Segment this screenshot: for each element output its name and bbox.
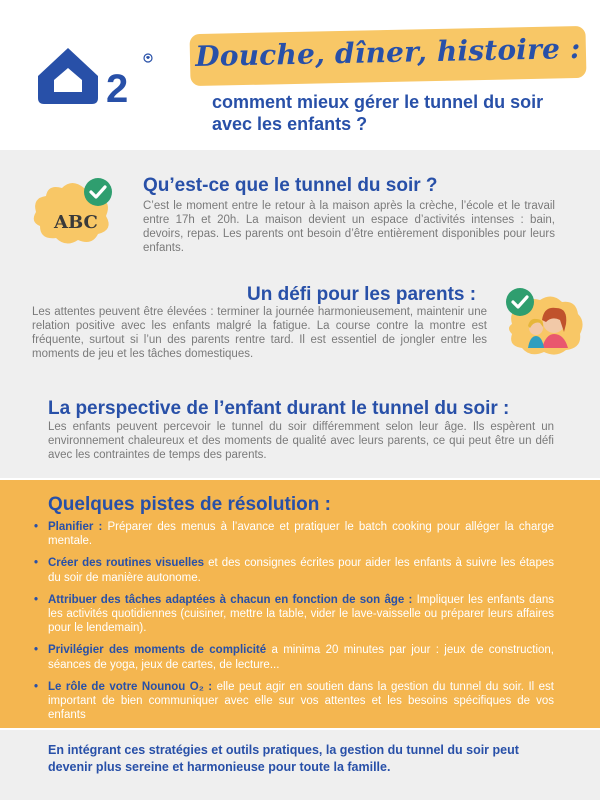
page-subtitle: comment mieux gérer le tunnel du soir avec les enfants ? — [212, 92, 544, 134]
section-text-defi: Les attentes peuvent être élevées : terminer la journée harmonieusement, maintenir une relation positive avec les enfants malgré la fatigue. La course contre la montre est fréquente, surtout si l’un des parents rentre tard. Il est essentiel de jongler entre les moments de jeu et les tâches domestiques. — [32, 306, 487, 360]
solutions-heading: Quelques pistes de résolution : — [48, 494, 331, 515]
abc-label: ABC — [54, 212, 98, 233]
title-banner — [189, 26, 586, 86]
list-item: • Planifier : Préparer des menus à l’avance et pratiquer le batch cooking pour alléger la charge mentale. — [34, 520, 554, 548]
svg-text:2: 2 — [106, 67, 129, 106]
section-heading-defi: Un défi pour les parents : — [247, 284, 477, 305]
section-text-tunnel: C’est le moment entre le retour à la maison après la crèche, l’école et le travail entre 17h et 20h. La maison devient un espace d’activités intenses : bain, devoirs, repas. Les parents ont besoin d’être entièrement disponibles pour leurs enfants. — [143, 200, 555, 254]
solutions-list — [34, 520, 554, 730]
conclusion-text: En intégrant ces stratégies et outils pratiques, la gestion du tunnel du soir peut devenir plus sereine et harmonieuse pour toute la famille. — [48, 743, 519, 774]
section-heading-tunnel: Qu’est-ce que le tunnel du soir ? — [143, 175, 438, 196]
list-item: • Le rôle de votre Nounou O₂ : elle peut agir en soutien dans la gestion du tunnel du soir. Il est important de bien communiquer avec elle sur vos attentes et les besoins spécifiques de vos enfants — [34, 680, 554, 723]
header — [0, 0, 600, 148]
o2-logo — [34, 36, 154, 106]
abc-blocks-icon — [28, 176, 120, 248]
section-text-perspective: Les enfants peuvent percevoir le tunnel du soir différemment selon leur âge. Ils espèrent un environnement chaleureux et des moments de qualité avec leurs parents, ce qui peut être un défi avec les contraintes de temps des parents. — [48, 421, 554, 461]
list-item: • Attribuer des tâches adaptées à chacun en fonction de son âge : Impliquer les enfants dans les activités quotidiennes (cuisiner, mettre la table, vider le lave-vaisselle ou préparer leurs affaires pour le lendemain). — [34, 593, 554, 636]
section-heading-perspective: La perspective de l’enfant durant le tunnel du soir : — [48, 398, 510, 419]
page-title: Douche, dîner, histoire : — [194, 31, 581, 74]
parent-child-icon — [502, 288, 586, 358]
list-item: • Créer des routines visuelles et des consignes écrites pour aider les enfants à suivre les étapes du soir de manière autonome. — [34, 556, 554, 584]
list-item: • Privilégier des moments de complicité a minima 20 minutes par jour : jeux de construction, séances de yoga, jeux de cartes, de lecture... — [34, 643, 554, 671]
